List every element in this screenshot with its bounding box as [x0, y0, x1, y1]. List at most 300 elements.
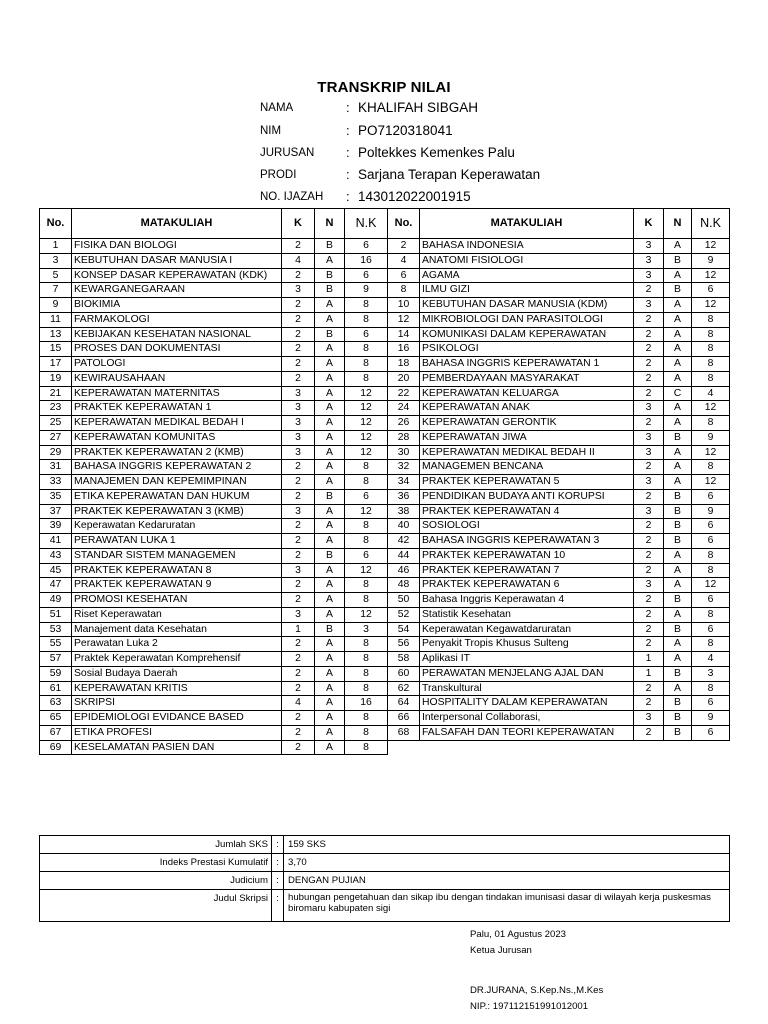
- course-weighted: 8: [345, 342, 388, 357]
- course-weighted: 6: [692, 696, 730, 711]
- course-credits: 2: [634, 371, 664, 386]
- course-number: 44: [388, 548, 420, 563]
- table-row: [40, 312, 730, 327]
- course-grade: B: [664, 253, 692, 268]
- info-separator: :: [346, 100, 350, 115]
- course-grade: B: [315, 548, 345, 563]
- course-name: Statistik Kesehatan: [420, 607, 634, 622]
- table-row: [40, 548, 730, 563]
- course-grade: A: [664, 298, 692, 313]
- course-number: 40: [388, 519, 420, 534]
- course-number: 23: [40, 401, 72, 416]
- course-grade: A: [315, 504, 345, 519]
- course-number: 5: [40, 268, 72, 283]
- course-weighted: 9: [692, 430, 730, 445]
- course-credits: 3: [282, 563, 315, 578]
- course-weighted: 8: [345, 460, 388, 475]
- course-grade: A: [664, 357, 692, 372]
- table-row: [40, 357, 730, 372]
- course-credits: 2: [634, 283, 664, 298]
- course-grade: B: [664, 534, 692, 549]
- jumlah-sks-value: 159 SKS: [284, 836, 730, 854]
- course-weighted: 8: [345, 312, 388, 327]
- course-weighted: 8: [345, 740, 388, 755]
- table-row: [40, 268, 730, 283]
- course-name: ETIKA KEPERAWATAN DAN HUKUM: [72, 489, 282, 504]
- course-name: KEWIRAUSAHAAN: [72, 371, 282, 386]
- course-number: 52: [388, 607, 420, 622]
- course-name: HOSPITALITY DALAM KEPERAWATAN: [420, 696, 634, 711]
- course-number: 31: [40, 460, 72, 475]
- course-weighted: 8: [345, 371, 388, 386]
- info-separator: :: [346, 189, 350, 204]
- course-credits: 3: [634, 401, 664, 416]
- course-name: KEBIJAKAN KESEHATAN NASIONAL: [72, 327, 282, 342]
- course-number: 28: [388, 430, 420, 445]
- course-grade: A: [315, 681, 345, 696]
- info-value: Sarjana Terapan Keperawatan: [358, 167, 541, 182]
- course-name: PRAKTEK KEPERAWATAN 5: [420, 475, 634, 490]
- course-name: MANAJEMEN DAN KEPEMIMPINAN: [72, 475, 282, 490]
- course-name: BAHASA INGGRIS KEPERAWATAN 3: [420, 534, 634, 549]
- course-weighted: 6: [692, 593, 730, 608]
- separator: :: [272, 854, 284, 872]
- course-number: 2: [388, 239, 420, 254]
- course-name: ANATOMI FISIOLOGI: [420, 253, 634, 268]
- judicium-label: Judicium: [40, 872, 272, 890]
- info-label: PRODI: [260, 169, 297, 181]
- course-credits: 2: [282, 637, 315, 652]
- course-grade: A: [315, 519, 345, 534]
- course-number: 18: [388, 357, 420, 372]
- course-number: 41: [40, 534, 72, 549]
- course-grade: A: [315, 253, 345, 268]
- course-name: KEBUTUHAN DASAR MANUSIA I: [72, 253, 282, 268]
- course-number: 65: [40, 711, 72, 726]
- course-credits: 2: [634, 607, 664, 622]
- course-number: 24: [388, 401, 420, 416]
- course-number: 15: [40, 342, 72, 357]
- info-value: KHALIFAH SIBGAH: [358, 100, 479, 115]
- info-label: NAMA: [260, 102, 294, 114]
- course-credits: 3: [282, 416, 315, 431]
- course-credits: 3: [282, 401, 315, 416]
- course-weighted: 8: [345, 637, 388, 652]
- course-weighted: 3: [345, 622, 388, 637]
- course-name: Riset Keperawatan: [72, 607, 282, 622]
- course-weighted: 8: [345, 357, 388, 372]
- course-number: 48: [388, 578, 420, 593]
- course-name: BAHASA INDONESIA: [420, 239, 634, 254]
- course-number: 25: [40, 416, 72, 431]
- course-weighted: 8: [692, 371, 730, 386]
- table-row: [40, 711, 730, 726]
- table-row: [40, 445, 730, 460]
- course-weighted: 12: [692, 401, 730, 416]
- course-weighted: 8: [692, 607, 730, 622]
- table-row: [40, 327, 730, 342]
- course-credits: 2: [282, 342, 315, 357]
- course-name: PSIKOLOGI: [420, 342, 634, 357]
- col-n-header: N: [664, 209, 692, 239]
- col-k-header: K: [282, 209, 315, 239]
- table-row: [40, 593, 730, 608]
- course-grade: A: [664, 637, 692, 652]
- course-credits: 2: [634, 637, 664, 652]
- course-weighted: 6: [692, 622, 730, 637]
- course-name: KEWARGANEGARAAN: [72, 283, 282, 298]
- col-nk-header: N.K: [345, 209, 388, 239]
- course-weighted: 9: [692, 253, 730, 268]
- course-grade: A: [315, 593, 345, 608]
- course-number: 12: [388, 312, 420, 327]
- course-weighted: 8: [345, 593, 388, 608]
- course-weighted: 9: [692, 504, 730, 519]
- course-weighted: 3: [692, 666, 730, 681]
- course-credits: 2: [282, 327, 315, 342]
- empty-cell: [420, 740, 634, 755]
- col-no-header: No.: [40, 209, 72, 239]
- course-number: 17: [40, 357, 72, 372]
- judul-skripsi-value: hubungan pengetahuan dan sikap ibu dengan tindakan imunisasi dasar di wilayah kerja puskesmas biromaru kabupaten sigi: [284, 890, 730, 922]
- course-name: KEPERAWATAN KELUARGA: [420, 386, 634, 401]
- course-weighted: 8: [692, 357, 730, 372]
- info-value: 143012022001915: [358, 189, 471, 204]
- course-grade: A: [664, 563, 692, 578]
- course-credits: 2: [282, 268, 315, 283]
- course-name: PRAKTEK KEPERAWATAN 3 (KMB): [72, 504, 282, 519]
- course-number: 69: [40, 740, 72, 755]
- course-credits: 2: [282, 666, 315, 681]
- judicium-value: DENGAN PUJIAN: [284, 872, 730, 890]
- course-credits: 2: [282, 652, 315, 667]
- course-credits: 2: [634, 681, 664, 696]
- course-weighted: 8: [692, 548, 730, 563]
- course-number: 64: [388, 696, 420, 711]
- summary-row-sks: [40, 836, 730, 854]
- course-name: ILMU GIZI: [420, 283, 634, 298]
- course-credits: 1: [634, 666, 664, 681]
- course-credits: 2: [634, 563, 664, 578]
- table-row: [40, 740, 730, 755]
- course-grade: A: [315, 416, 345, 431]
- course-weighted: 6: [692, 725, 730, 740]
- course-weighted: 12: [345, 401, 388, 416]
- course-weighted: 16: [345, 696, 388, 711]
- course-name: PENDIDIKAN BUDAYA ANTI KORUPSI: [420, 489, 634, 504]
- course-grade: A: [315, 696, 345, 711]
- course-number: 16: [388, 342, 420, 357]
- course-number: 45: [40, 563, 72, 578]
- course-number: 62: [388, 681, 420, 696]
- course-number: 50: [388, 593, 420, 608]
- course-credits: 4: [282, 696, 315, 711]
- course-grade: A: [315, 312, 345, 327]
- summary-row-ipk: [40, 854, 730, 872]
- course-grade: A: [664, 548, 692, 563]
- course-credits: 2: [634, 416, 664, 431]
- course-credits: 2: [282, 489, 315, 504]
- course-grade: B: [315, 268, 345, 283]
- course-weighted: 12: [345, 504, 388, 519]
- course-number: 58: [388, 652, 420, 667]
- course-weighted: 8: [345, 681, 388, 696]
- course-number: 56: [388, 637, 420, 652]
- course-grade: B: [664, 711, 692, 726]
- course-number: 33: [40, 475, 72, 490]
- course-name: Penyakit Tropis Khusus Sulteng: [420, 637, 634, 652]
- table-row: [40, 430, 730, 445]
- course-grade: A: [315, 534, 345, 549]
- course-number: 63: [40, 696, 72, 711]
- course-number: 27: [40, 430, 72, 445]
- course-grade: A: [664, 401, 692, 416]
- table-row: [40, 622, 730, 637]
- course-credits: 2: [282, 312, 315, 327]
- empty-cell: [634, 740, 664, 755]
- course-name: SOSIOLOGI: [420, 519, 634, 534]
- course-credits: 3: [282, 430, 315, 445]
- course-weighted: 12: [692, 239, 730, 254]
- course-weighted: 8: [692, 637, 730, 652]
- table-row: [40, 371, 730, 386]
- separator: :: [272, 872, 284, 890]
- course-grade: A: [664, 342, 692, 357]
- course-number: 42: [388, 534, 420, 549]
- course-grade: B: [664, 696, 692, 711]
- info-separator: :: [346, 123, 350, 138]
- course-grade: B: [664, 593, 692, 608]
- course-weighted: 6: [345, 268, 388, 283]
- course-weighted: 4: [692, 652, 730, 667]
- course-number: 38: [388, 504, 420, 519]
- course-grade: A: [315, 298, 345, 313]
- table-row: [40, 386, 730, 401]
- course-grade: A: [664, 460, 692, 475]
- course-grade: A: [315, 386, 345, 401]
- course-name: PRAKTEK KEPERAWATAN 6: [420, 578, 634, 593]
- course-name: Aplikasi IT: [420, 652, 634, 667]
- course-name: KEBUTUHAN DASAR MANUSIA (KDM): [420, 298, 634, 313]
- table-row: [40, 534, 730, 549]
- course-name: FARMAKOLOGI: [72, 312, 282, 327]
- course-number: 21: [40, 386, 72, 401]
- course-grade: A: [315, 460, 345, 475]
- course-name: MIKROBIOLOGI DAN PARASITOLOGI: [420, 312, 634, 327]
- course-credits: 2: [282, 725, 315, 740]
- course-grade: B: [315, 283, 345, 298]
- course-credits: 2: [634, 725, 664, 740]
- course-grade: A: [664, 327, 692, 342]
- course-number: 61: [40, 681, 72, 696]
- course-credits: 3: [634, 504, 664, 519]
- col-matakuliah-header: MATAKULIAH: [420, 209, 634, 239]
- table-row: [40, 475, 730, 490]
- table-row: [40, 504, 730, 519]
- course-grade: A: [664, 371, 692, 386]
- table-row: [40, 416, 730, 431]
- grades-table: [39, 208, 730, 755]
- course-credits: 2: [282, 681, 315, 696]
- course-weighted: 8: [345, 578, 388, 593]
- course-number: 29: [40, 445, 72, 460]
- course-name: MANAGEMEN BENCANA: [420, 460, 634, 475]
- separator: :: [272, 836, 284, 854]
- course-grade: B: [315, 622, 345, 637]
- course-credits: 1: [634, 652, 664, 667]
- course-number: 68: [388, 725, 420, 740]
- course-number: 13: [40, 327, 72, 342]
- course-number: 10: [388, 298, 420, 313]
- course-grade: A: [664, 416, 692, 431]
- course-grade: A: [315, 740, 345, 755]
- course-credits: 3: [634, 711, 664, 726]
- course-number: 7: [40, 283, 72, 298]
- course-number: 14: [388, 327, 420, 342]
- course-credits: 2: [634, 312, 664, 327]
- course-weighted: 12: [345, 386, 388, 401]
- table-row: [40, 652, 730, 667]
- course-name: PROSES DAN DOKUMENTASI: [72, 342, 282, 357]
- course-credits: 2: [282, 475, 315, 490]
- course-weighted: 6: [345, 327, 388, 342]
- course-name: KEPERAWATAN GERONTIK: [420, 416, 634, 431]
- summary-table: [39, 835, 730, 922]
- course-name: PROMOSI KESEHATAN: [72, 593, 282, 608]
- course-weighted: 8: [692, 342, 730, 357]
- course-weighted: 8: [692, 312, 730, 327]
- course-name: FISIKA DAN BIOLOGI: [72, 239, 282, 254]
- course-weighted: 12: [692, 445, 730, 460]
- course-grade: A: [315, 357, 345, 372]
- table-row: [40, 563, 730, 578]
- course-number: 53: [40, 622, 72, 637]
- course-credits: 2: [282, 593, 315, 608]
- course-number: 67: [40, 725, 72, 740]
- course-name: FALSAFAH DAN TEORI KEPERAWATAN: [420, 725, 634, 740]
- course-weighted: 8: [345, 519, 388, 534]
- course-name: KONSEP DASAR KEPERAWATAN (KDK): [72, 268, 282, 283]
- course-name: KESELAMATAN PASIEN DAN: [72, 740, 282, 755]
- signature-position: Ketua Jurusan: [470, 945, 532, 956]
- course-number: 3: [40, 253, 72, 268]
- course-grade: A: [315, 637, 345, 652]
- course-weighted: 8: [345, 298, 388, 313]
- empty-cell: [692, 740, 730, 755]
- course-weighted: 12: [692, 268, 730, 283]
- course-weighted: 8: [692, 327, 730, 342]
- table-row: [40, 489, 730, 504]
- course-grade: B: [664, 725, 692, 740]
- course-weighted: 6: [345, 548, 388, 563]
- course-credits: 3: [634, 253, 664, 268]
- signature-name: DR.JURANA, S.Kep.Ns.,M.Kes: [470, 985, 604, 996]
- course-credits: 3: [282, 504, 315, 519]
- course-grade: A: [664, 268, 692, 283]
- course-name: PRAKTEK KEPERAWATAN 2 (KMB): [72, 445, 282, 460]
- info-value: Poltekkes Kemenkes Palu: [358, 145, 515, 160]
- table-row: [40, 239, 730, 254]
- course-grade: A: [664, 475, 692, 490]
- course-name: Transkultural: [420, 681, 634, 696]
- course-grade: A: [315, 430, 345, 445]
- course-number: 1: [40, 239, 72, 254]
- course-name: PRAKTEK KEPERAWATAN 10: [420, 548, 634, 563]
- table-row: [40, 696, 730, 711]
- course-grade: B: [664, 622, 692, 637]
- course-weighted: 12: [345, 445, 388, 460]
- course-credits: 3: [634, 298, 664, 313]
- course-grade: A: [315, 725, 345, 740]
- course-credits: 2: [634, 342, 664, 357]
- course-credits: 3: [634, 239, 664, 254]
- course-name: KEPERAWATAN MEDIKAL BEDAH I: [72, 416, 282, 431]
- info-label: NO. IJAZAH: [260, 191, 324, 203]
- course-name: Keperawatan Kedaruratan: [72, 519, 282, 534]
- course-grade: A: [315, 371, 345, 386]
- course-number: 51: [40, 607, 72, 622]
- course-weighted: 9: [345, 283, 388, 298]
- table-row: [40, 666, 730, 681]
- course-weighted: 12: [345, 607, 388, 622]
- course-credits: 2: [634, 593, 664, 608]
- course-weighted: 12: [345, 416, 388, 431]
- course-grade: A: [315, 401, 345, 416]
- course-grade: A: [664, 578, 692, 593]
- course-number: 55: [40, 637, 72, 652]
- judul-skripsi-label: Judul Skripsi: [40, 890, 272, 922]
- course-name: KEPERAWATAN JIWA: [420, 430, 634, 445]
- course-weighted: 8: [692, 416, 730, 431]
- course-grade: B: [315, 489, 345, 504]
- course-credits: 3: [282, 607, 315, 622]
- course-number: 34: [388, 475, 420, 490]
- col-matakuliah-header: MATAKULIAH: [72, 209, 282, 239]
- course-weighted: 4: [692, 386, 730, 401]
- course-credits: 2: [282, 578, 315, 593]
- course-credits: 2: [282, 371, 315, 386]
- course-weighted: 6: [345, 489, 388, 504]
- course-grade: A: [315, 652, 345, 667]
- table-row: [40, 342, 730, 357]
- course-weighted: 12: [345, 563, 388, 578]
- course-credits: 2: [634, 534, 664, 549]
- course-grade: A: [315, 563, 345, 578]
- course-grade: C: [664, 386, 692, 401]
- course-name: KEPERAWATAN KRITIS: [72, 681, 282, 696]
- course-name: EPIDEMIOLOGI EVIDANCE BASED: [72, 711, 282, 726]
- course-credits: 2: [282, 460, 315, 475]
- course-number: 47: [40, 578, 72, 593]
- course-credits: 2: [634, 460, 664, 475]
- course-number: 22: [388, 386, 420, 401]
- course-weighted: 6: [345, 239, 388, 254]
- course-number: 20: [388, 371, 420, 386]
- course-weighted: 8: [345, 711, 388, 726]
- course-name: Praktek Keperawatan Komprehensif: [72, 652, 282, 667]
- course-grade: B: [664, 430, 692, 445]
- course-credits: 2: [634, 519, 664, 534]
- course-number: 9: [40, 298, 72, 313]
- course-name: Perawatan Luka 2: [72, 637, 282, 652]
- course-name: KOMUNIKASI DALAM KEPERAWATAN: [420, 327, 634, 342]
- ipk-label: Indeks Prestasi Kumulatif: [40, 854, 272, 872]
- course-name: PRAKTEK KEPERAWATAN 4: [420, 504, 634, 519]
- course-number: 26: [388, 416, 420, 431]
- course-credits: 3: [634, 475, 664, 490]
- course-name: Interpersonal Collaborasi,: [420, 711, 634, 726]
- course-name: Keperawatan Kegawatdaruratan: [420, 622, 634, 637]
